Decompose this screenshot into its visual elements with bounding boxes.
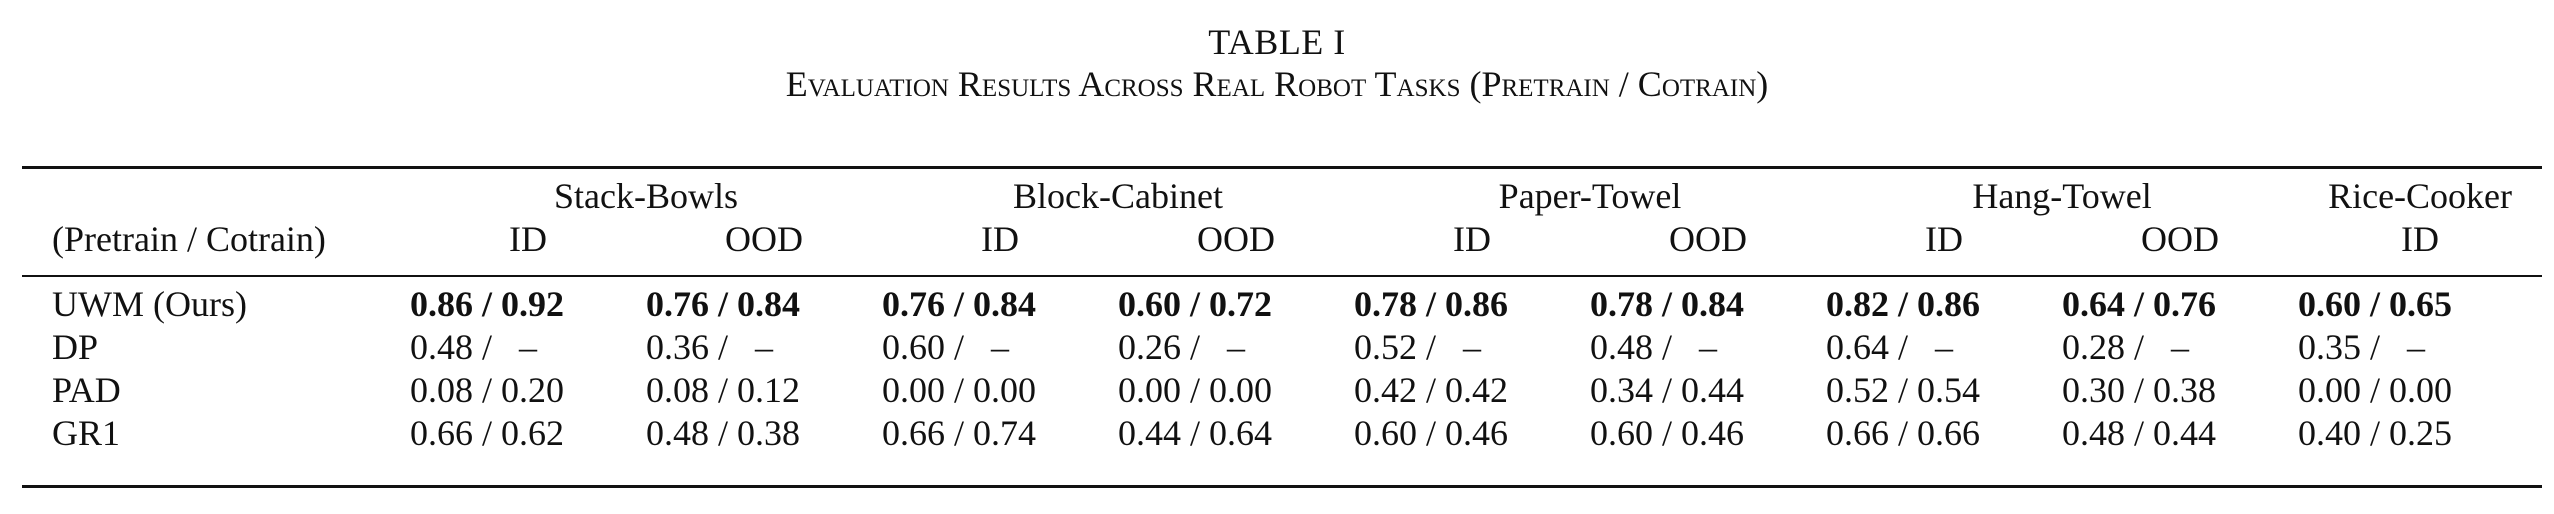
result-cell: 0.42 / 0.42 xyxy=(1354,370,1509,410)
method-name: DP xyxy=(52,327,99,367)
result-cell: 0.08 / 0.20 xyxy=(410,370,565,410)
task-header-paper-towel: Paper-Towel xyxy=(1498,176,1682,216)
task-header-block-cabinet: Block-Cabinet xyxy=(1013,176,1223,216)
result-cell: 0.64 / – xyxy=(1826,327,1954,367)
table-row-gr1 xyxy=(22,412,2542,455)
subheader-hang-towel-id: ID xyxy=(1925,219,1964,259)
results-table xyxy=(22,175,2542,455)
result-cell: 0.40 / 0.25 xyxy=(2298,413,2453,453)
result-cell: 0.44 / 0.64 xyxy=(1118,413,1273,453)
result-cell: 0.34 / 0.44 xyxy=(1590,370,1745,410)
result-cell: 0.60 / 0.65 xyxy=(2298,284,2453,324)
bottom-rule xyxy=(22,485,2542,488)
result-cell: 0.00 / 0.00 xyxy=(882,370,1037,410)
result-cell: 0.66 / 0.66 xyxy=(1826,413,1981,453)
table-row-pad xyxy=(22,369,2542,412)
method-name: GR1 xyxy=(52,413,121,453)
table-title: Evaluation Results Across Real Robot Tasks (Pretrain / Cotrain) xyxy=(785,64,1769,104)
result-cell: 0.82 / 0.86 xyxy=(1826,284,1981,324)
table-row-dp xyxy=(22,326,2542,369)
task-header-hang-towel: Hang-Towel xyxy=(1972,176,2152,216)
result-cell: 0.48 / – xyxy=(410,327,538,367)
result-cell: 0.78 / 0.84 xyxy=(1590,284,1745,324)
header-gap xyxy=(22,261,2542,283)
subheader-block-cabinet-id: ID xyxy=(981,219,1019,259)
task-header-row xyxy=(22,175,2542,218)
result-cell: 0.60 / 0.72 xyxy=(1118,284,1273,324)
result-cell: 0.48 / 0.38 xyxy=(646,413,801,453)
result-cell: 0.64 / 0.76 xyxy=(2062,284,2217,324)
result-cell: 0.48 / – xyxy=(1590,327,1718,367)
subheader-paper-towel-ood: OOD xyxy=(1669,219,1748,259)
result-cell: 0.26 / – xyxy=(1118,327,1246,367)
table-label: TABLE I xyxy=(1208,22,1346,62)
method-name: PAD xyxy=(52,370,121,410)
result-cell: 0.60 / 0.46 xyxy=(1590,413,1745,453)
subheader-rice-cooker-id: ID xyxy=(2401,219,2440,259)
result-cell: 0.86 / 0.92 xyxy=(410,284,565,324)
subheader-stack-bowls-id: ID xyxy=(509,219,547,259)
subheader-row xyxy=(22,218,2542,261)
result-cell: 0.28 / – xyxy=(2062,327,2190,367)
result-cell: 0.36 / – xyxy=(646,327,774,367)
top-rule xyxy=(22,166,2542,169)
result-cell: 0.00 / 0.00 xyxy=(1118,370,1273,410)
result-cell: 0.35 / – xyxy=(2298,327,2426,367)
method-name: UWM (Ours) xyxy=(52,284,247,324)
table-row-uwm xyxy=(22,283,2542,326)
result-cell: 0.60 / 0.46 xyxy=(1354,413,1509,453)
task-header-rice-cooker: Rice-Cooker xyxy=(2328,176,2513,216)
result-cell: 0.76 / 0.84 xyxy=(882,284,1037,324)
subheader-paper-towel-id: ID xyxy=(1453,219,1492,259)
result-cell: 0.30 / 0.38 xyxy=(2062,370,2217,410)
subheader-stack-bowls-ood: OOD xyxy=(725,219,803,259)
result-cell: 0.00 / 0.00 xyxy=(2298,370,2453,410)
result-cell: 0.76 / 0.84 xyxy=(646,284,801,324)
result-cell: 0.60 / – xyxy=(882,327,1010,367)
corner-label: (Pretrain / Cotrain) xyxy=(52,219,326,259)
result-cell: 0.08 / 0.12 xyxy=(646,370,801,410)
result-cell: 0.66 / 0.62 xyxy=(410,413,565,453)
result-cell: 0.48 / 0.44 xyxy=(2062,413,2217,453)
subheader-block-cabinet-ood: OOD xyxy=(1197,219,1275,259)
result-cell: 0.52 / – xyxy=(1354,327,1482,367)
result-cell: 0.78 / 0.86 xyxy=(1354,284,1509,324)
result-cell: 0.52 / 0.54 xyxy=(1826,370,1981,410)
subheader-hang-towel-ood: OOD xyxy=(2141,219,2220,259)
result-cell: 0.66 / 0.74 xyxy=(882,413,1037,453)
task-header-stack-bowls: Stack-Bowls xyxy=(554,176,738,216)
header-blank xyxy=(22,175,410,218)
